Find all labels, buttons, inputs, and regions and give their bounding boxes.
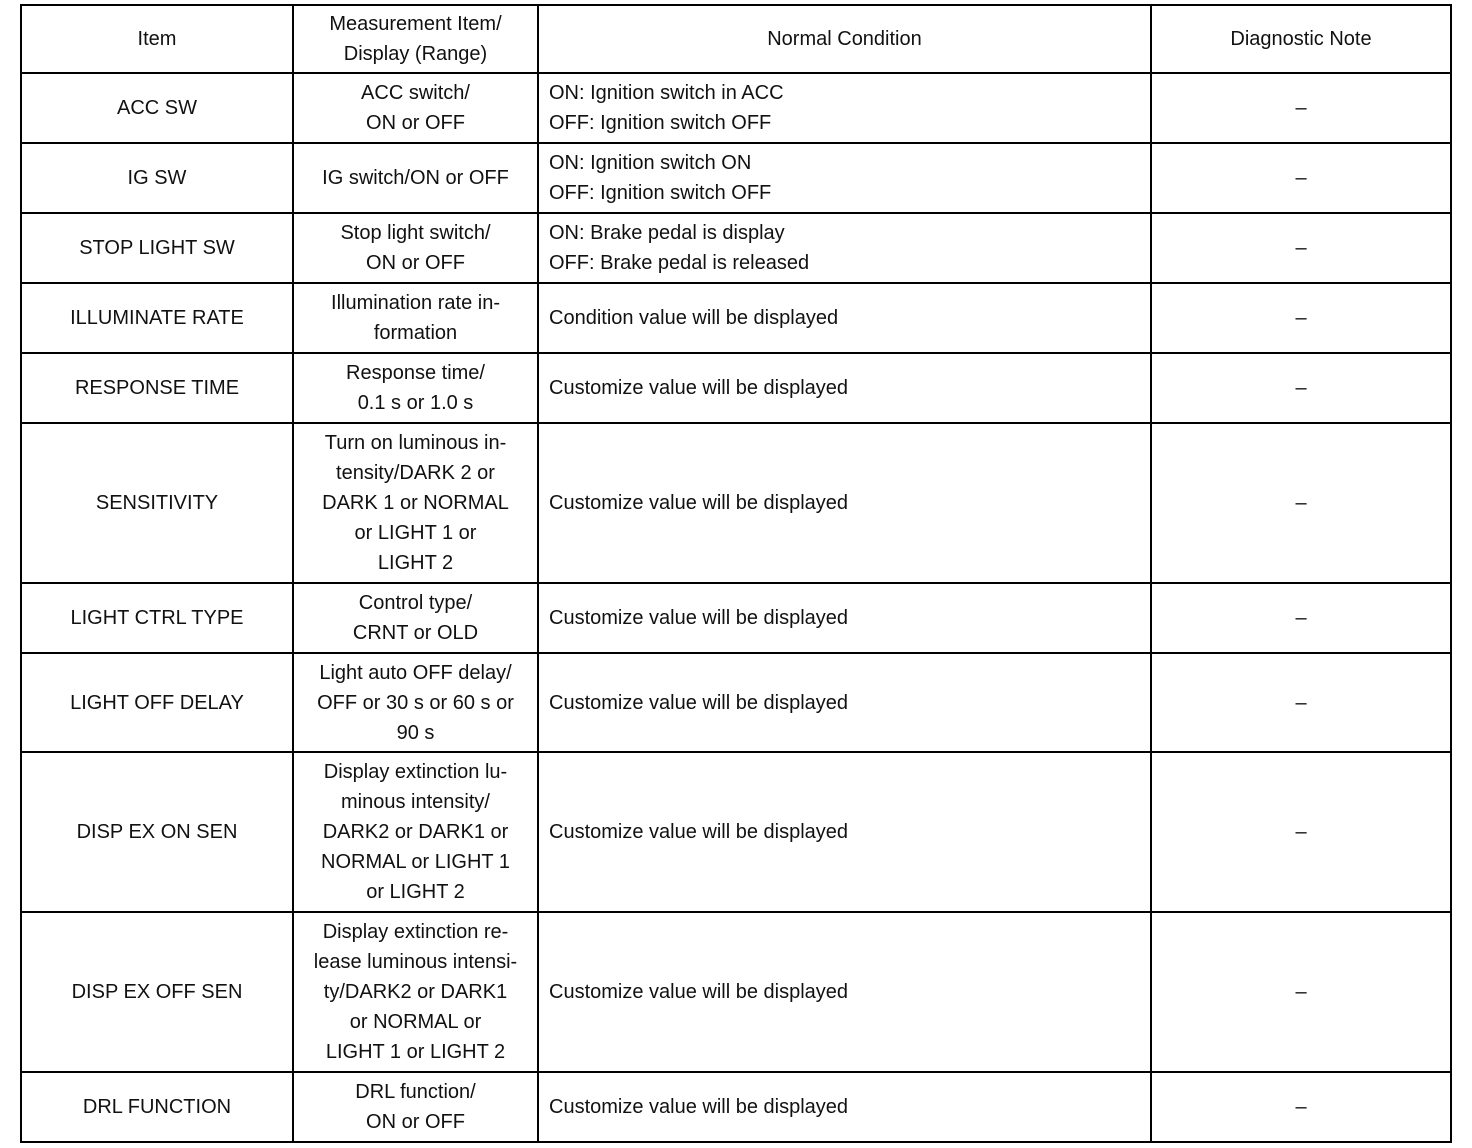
item-cell [21,912,293,1072]
item-cell [21,73,293,143]
measurement-cell [293,912,538,1072]
diagnostic-note-dash: – [1295,307,1307,329]
diagnostic-note-dash: – [1295,607,1307,629]
item-label: STOP LIGHT SW [79,237,235,259]
normal-condition-cell [538,912,1151,1072]
diagnostic-note-cell [1151,912,1451,1072]
measurement-line: CRNT or OLD [352,622,479,644]
measurement-cell [293,653,538,752]
diagnostic-note-cell [1151,73,1451,143]
header-diagnostic-note: Diagnostic Note [1151,5,1451,73]
condition-line: OFF: Ignition switch OFF [549,112,772,134]
table-row [21,73,1451,143]
measurement-line: 0.1 s or 1.0 s [357,392,474,414]
table-row [21,583,1451,653]
item-label: DISP EX ON SEN [76,821,238,843]
table-row [21,1072,1451,1142]
measurement-line: Stop light switch/ [340,222,491,244]
measurement-line: Display extinction lu- [323,761,508,783]
item-cell [21,283,293,353]
table-row [21,143,1451,213]
header-item: Item [21,5,293,73]
item-cell [21,583,293,653]
measurement-line: lease luminous intensi- [313,951,518,973]
condition-line: OFF: Brake pedal is released [549,252,810,274]
measurement-line: LIGHT 1 or LIGHT 2 [325,1041,506,1063]
condition-line: Condition value will be displayed [549,307,839,329]
normal-condition-cell [538,143,1151,213]
condition-line: Customize value will be displayed [549,981,849,1003]
diagnostic-note-cell [1151,143,1451,213]
header-measurement: Measurement Item/ Display (Range) [293,5,538,73]
item-label: LIGHT OFF DELAY [70,691,244,714]
condition-line: Customize value will be displayed [549,492,849,514]
measurement-line: IG switch/ON or OFF [322,167,509,189]
measurement-line: DARK 1 or NORMAL [322,492,509,514]
item-label: LIGHT CTRL TYPE [70,607,244,629]
measurement-line: or LIGHT 2 [366,881,465,903]
condition-line: ON: Ignition switch in ACC [549,82,784,104]
table-row [21,912,1451,1072]
diagnostic-note-dash: – [1295,1096,1307,1118]
diagnostic-note-cell [1151,653,1451,752]
condition-line: Customize value will be displayed [549,377,849,399]
measurement-line: ON or OFF [366,112,465,134]
measurement-line: or NORMAL or [349,1011,482,1033]
diagnostic-note-cell [1151,213,1451,283]
measurement-line: OFF or 30 s or 60 s or [317,691,514,714]
item-cell [21,752,293,912]
table-row [21,353,1451,423]
normal-condition-cell [538,1072,1151,1142]
diagnostic-note-dash: – [1295,97,1307,119]
measurement-cell [293,423,538,583]
item-label: RESPONSE TIME [74,377,240,399]
table-body [21,73,1451,1142]
diagnostic-note-dash: – [1295,821,1307,843]
condition-line: ON: Brake pedal is display [549,222,785,244]
normal-condition-cell [538,213,1151,283]
measurement-cell [293,143,538,213]
item-cell [21,423,293,583]
measurement-line: ACC switch/ [361,82,470,104]
measurement-line: Light auto OFF delay/ [319,661,512,684]
header-row [21,5,1451,73]
table-row [21,423,1451,583]
measurement-cell [293,1072,538,1142]
normal-condition-cell [538,583,1151,653]
normal-condition-cell [538,423,1151,583]
measurement-cell [293,283,538,353]
measurement-cell [293,213,538,283]
measurement-cell [293,73,538,143]
table-row [21,653,1451,752]
diagnostic-note-cell [1151,1072,1451,1142]
table-row [21,213,1451,283]
measurement-cell [293,583,538,653]
measurement-line: Turn on luminous in- [324,432,507,454]
item-label: ILLUMINATE RATE [70,307,244,329]
measurement-line: or LIGHT 1 or [354,522,477,544]
diagnostic-note-cell [1151,752,1451,912]
measurement-line: 90 s [396,721,435,744]
measurement-line: tensity/DARK 2 or [336,462,495,484]
measurement-line: LIGHT 2 [377,552,454,574]
measurement-line: formation [373,322,458,344]
normal-condition-cell [538,653,1151,752]
diagnostic-note-cell [1151,583,1451,653]
measurement-line: NORMAL or LIGHT 1 [321,851,510,873]
diagnostic-note-cell [1151,353,1451,423]
item-label: ACC SW [117,97,197,119]
measurement-line: Display extinction re- [322,921,509,943]
normal-condition-cell [538,73,1151,143]
measurement-cell [293,752,538,912]
condition-line: OFF: Ignition switch OFF [549,182,772,204]
item-label: DRL FUNCTION [82,1096,232,1118]
measurement-line: Control type/ [358,592,473,614]
diagnostic-note-cell [1151,423,1451,583]
item-cell [21,213,293,283]
item-cell [21,353,293,423]
condition-line: Customize value will be displayed [549,691,849,714]
diagnostic-note-dash: – [1295,237,1307,259]
measurement-line: Response time/ [346,362,485,384]
normal-condition-cell [538,353,1151,423]
table-row [21,752,1451,912]
condition-line: Customize value will be displayed [549,607,849,629]
measurement-line: minous intensity/ [341,791,490,813]
header-normal-condition: Normal Condition [538,5,1151,73]
diagnostic-note-dash: – [1295,377,1307,399]
measurement-line: Illumination rate in- [331,292,500,314]
condition-line: Customize value will be displayed [549,821,849,843]
measurement-line: ON or OFF [366,1111,465,1133]
diagnostic-note-dash: – [1295,492,1307,514]
table-row [21,283,1451,353]
normal-condition-cell [538,283,1151,353]
item-cell [21,143,293,213]
diagnostic-note-dash: – [1295,981,1307,1003]
condition-line: Customize value will be displayed [549,1096,849,1118]
condition-line: ON: Ignition switch ON [549,152,752,174]
diagnostic-note-dash: – [1295,691,1307,714]
data-monitor-table [20,4,1452,1143]
measurement-line: DARK2 or DARK1 or [322,821,509,843]
item-label: IG SW [127,167,187,189]
diagnostic-note-cell [1151,283,1451,353]
item-cell [21,653,293,752]
item-label: SENSITIVITY [95,492,219,514]
measurement-line: ON or OFF [366,252,465,274]
item-label: DISP EX OFF SEN [71,981,243,1003]
normal-condition-cell [538,752,1151,912]
item-cell [21,1072,293,1142]
measurement-cell [293,353,538,423]
measurement-line: DRL function/ [355,1081,476,1103]
diagnostic-note-dash: – [1295,167,1307,189]
measurement-line: ty/DARK2 or DARK1 [323,981,508,1003]
